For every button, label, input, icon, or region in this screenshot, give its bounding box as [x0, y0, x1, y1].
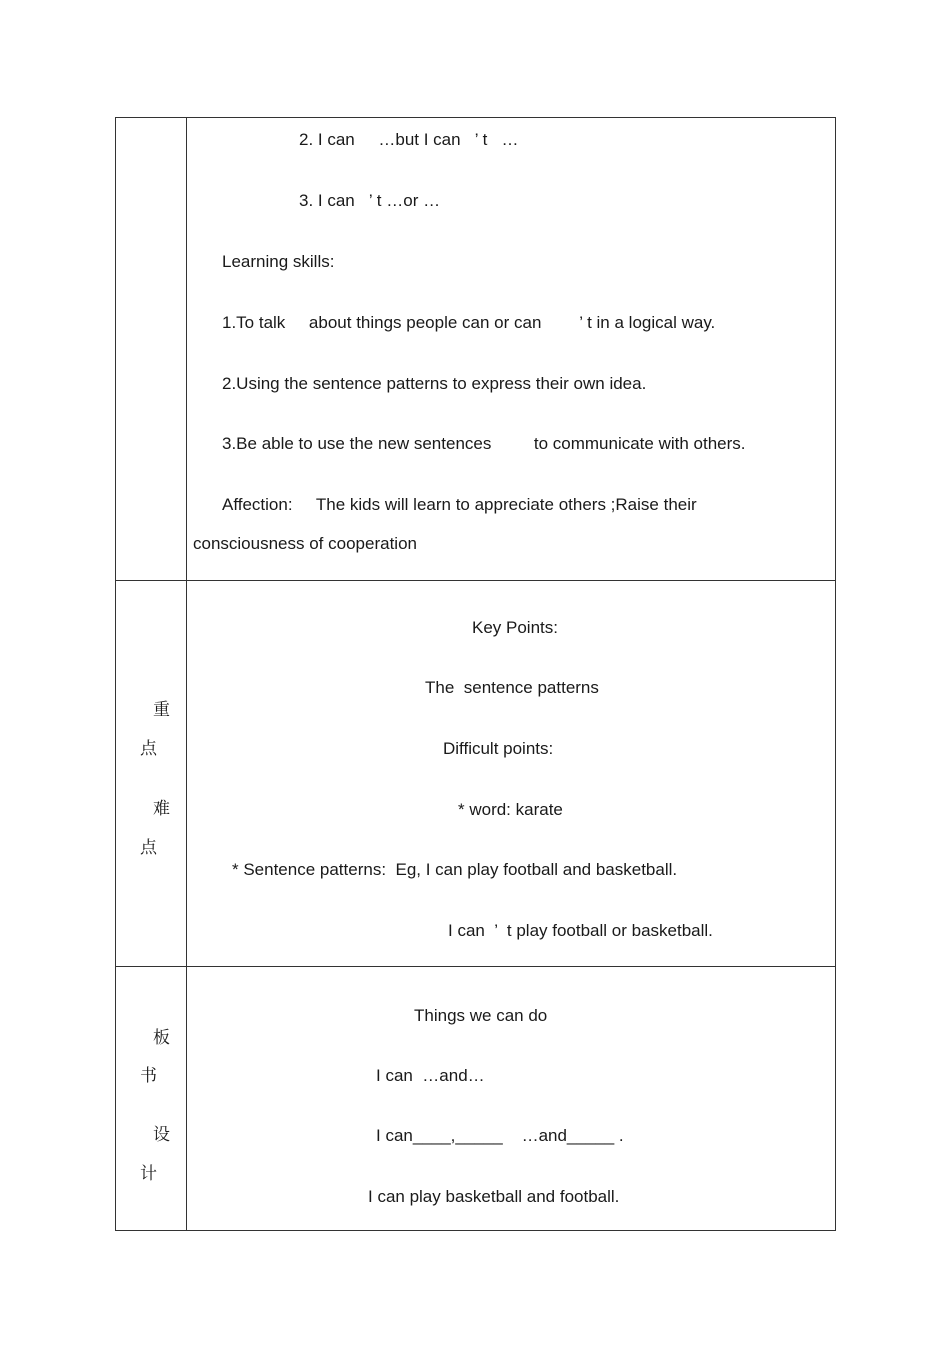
column-divider — [186, 118, 187, 1230]
board-title: Things we can do — [414, 1006, 548, 1025]
skill-3: 3.Be able to use the new sentences to communicate with others. — [222, 434, 746, 453]
row-divider-2 — [116, 966, 835, 967]
affection-line-2: consciousness of cooperation — [193, 534, 417, 553]
key-point-item: The sentence patterns — [425, 678, 599, 697]
word-item: * word: karate — [458, 800, 563, 819]
board-line-2: I can____,_____ …and_____ . — [376, 1126, 624, 1145]
label-char-zhong: 重 — [153, 700, 170, 720]
label-char-dian-2: 点 — [140, 838, 157, 858]
label-char-nan: 难 — [153, 799, 170, 819]
board-line-1: I can …and… — [376, 1066, 485, 1085]
key-points-heading: Key Points: — [472, 618, 558, 637]
skill-1: 1.To talk about things people can or can ’ t in a logical way. — [222, 313, 716, 332]
lesson-table — [115, 117, 836, 1231]
label-char-dian-1: 点 — [140, 739, 157, 759]
learning-skills-heading: Learning skills: — [222, 252, 335, 271]
label-char-ban: 板 — [153, 1028, 170, 1048]
pattern-2: 2. I can …but I can ’ t … — [299, 130, 519, 149]
pattern-3: 3. I can ’ t …or … — [299, 191, 441, 210]
skill-2: 2.Using the sentence patterns to express their own idea. — [222, 374, 647, 393]
affection-line-1: Affection: The kids will learn to appreciate others ;Raise their — [222, 495, 697, 514]
label-char-ji: 计 — [140, 1164, 157, 1184]
label-char-she: 设 — [153, 1125, 170, 1145]
label-char-shu: 书 — [140, 1066, 157, 1086]
difficult-points-heading: Difficult points: — [443, 739, 554, 758]
sentence-patterns-item: * Sentence patterns: Eg, I can play football and basketball. — [232, 860, 678, 879]
sentence-patterns-item-2: I can ’ t play football or basketball. — [448, 921, 713, 940]
board-line-3: I can play basketball and football. — [368, 1187, 620, 1206]
row-divider-1 — [116, 580, 835, 581]
